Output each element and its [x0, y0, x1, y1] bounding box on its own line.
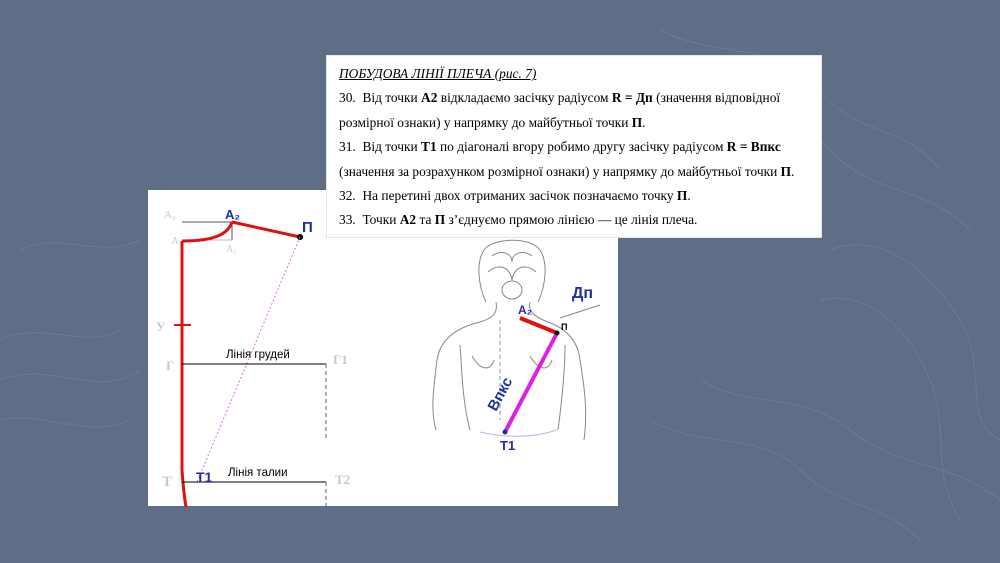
step-text: розмірної ознаки) у напрямку до майбутньої точки: [339, 114, 632, 130]
instructions-heading: ПОБУДОВА ЛІНІЇ ПЛЕЧА (рис. 7): [339, 66, 537, 81]
figure-measure-lines: [485, 285, 600, 453]
bold-term: Т1: [421, 139, 437, 155]
step-text: по діагоналі вгору робимо другу засічку радіусом: [436, 139, 727, 155]
instruction-line: [339, 160, 811, 184]
label-u: У: [156, 319, 166, 334]
hair-bun: [502, 281, 522, 299]
instructions-card: [327, 56, 821, 237]
waist-curve: [480, 430, 556, 436]
shoulder-line: [232, 222, 300, 237]
bold-term: П: [434, 212, 446, 228]
label-t1: Т1: [196, 469, 213, 485]
left-armpit: [460, 345, 470, 430]
step-text: Точки: [362, 212, 400, 228]
neck-curve: [182, 222, 232, 241]
figure-shoulder-line: [520, 318, 557, 333]
instruction-line: [339, 184, 811, 208]
pattern-drawing: [156, 207, 350, 507]
hair-strand: [492, 253, 512, 262]
bold-term: R = Впкс: [726, 139, 781, 155]
figure-point-p: [555, 331, 560, 336]
chest-line-label: Лінія грудей: [226, 349, 290, 361]
back-figure-drawing: [433, 240, 586, 440]
label-a2: А₂: [225, 207, 241, 222]
step-text: .: [642, 114, 646, 130]
centre-back-line: [182, 241, 186, 507]
label-a1: А₁: [226, 244, 237, 255]
figure-label-t1: Т1: [500, 438, 516, 453]
hair-strand: [512, 267, 536, 280]
instructions-content: [327, 56, 821, 233]
instruction-line: [339, 111, 811, 135]
step-text: На перетині двох отриманих засічок позначаємо точку: [362, 188, 677, 204]
bold-term: П: [676, 188, 688, 204]
step-text: (значення за розрахунком розмірної ознаки) у напрямку до майбутньої точки: [339, 163, 781, 179]
step-text: (значення відповідної: [652, 90, 781, 106]
step-text: відкладаємо засічку радіусом: [437, 90, 612, 106]
right-armpit: [558, 345, 565, 430]
step-number: 33.: [339, 212, 363, 228]
label-p: П: [302, 219, 313, 236]
label-a: А: [171, 235, 179, 247]
step-text: .: [791, 163, 795, 179]
step-text: та: [416, 212, 435, 228]
bold-term: R = Дп: [611, 90, 653, 106]
left-arm: [433, 322, 480, 430]
bold-term: П: [780, 163, 792, 179]
bold-term: А2: [421, 90, 438, 106]
label-g: Г: [166, 358, 175, 373]
figure-label-a2: А₂: [518, 303, 532, 317]
bold-term: П: [631, 114, 643, 130]
step-text: Від точки: [362, 90, 422, 106]
step-number: 31.: [339, 139, 363, 155]
step-number: 30.: [339, 90, 363, 106]
label-g1: Г1: [333, 352, 348, 367]
figure-label-vpks: Впкс: [484, 374, 517, 414]
label-t2: Т2: [335, 472, 351, 487]
instruction-steps: [339, 86, 811, 232]
hair-strand: [512, 253, 532, 262]
hair-strand: [488, 267, 512, 280]
neck-left: [480, 302, 496, 322]
bold-term: А2: [399, 212, 417, 228]
figure-label-p: П: [561, 322, 568, 332]
step-number: 32.: [339, 188, 363, 204]
instruction-line: [339, 86, 811, 110]
step-text: .: [687, 188, 691, 204]
dp-pointer: [560, 305, 600, 318]
instruction-line: [339, 135, 811, 159]
figure-label-dp: Дп: [572, 285, 594, 302]
figure-point-t1: [503, 430, 508, 435]
instruction-line: [339, 208, 811, 232]
step-text: Від точки: [362, 139, 422, 155]
waist-line-label: Лінія талии: [228, 467, 288, 479]
step-text: з’єднуємо прямою лінією — це лінія плеча.: [445, 212, 698, 228]
label-a0: А₀: [164, 209, 176, 221]
label-t: Т: [162, 474, 173, 490]
shoulder-blade-left: [472, 356, 494, 368]
neck-right: [530, 302, 548, 322]
